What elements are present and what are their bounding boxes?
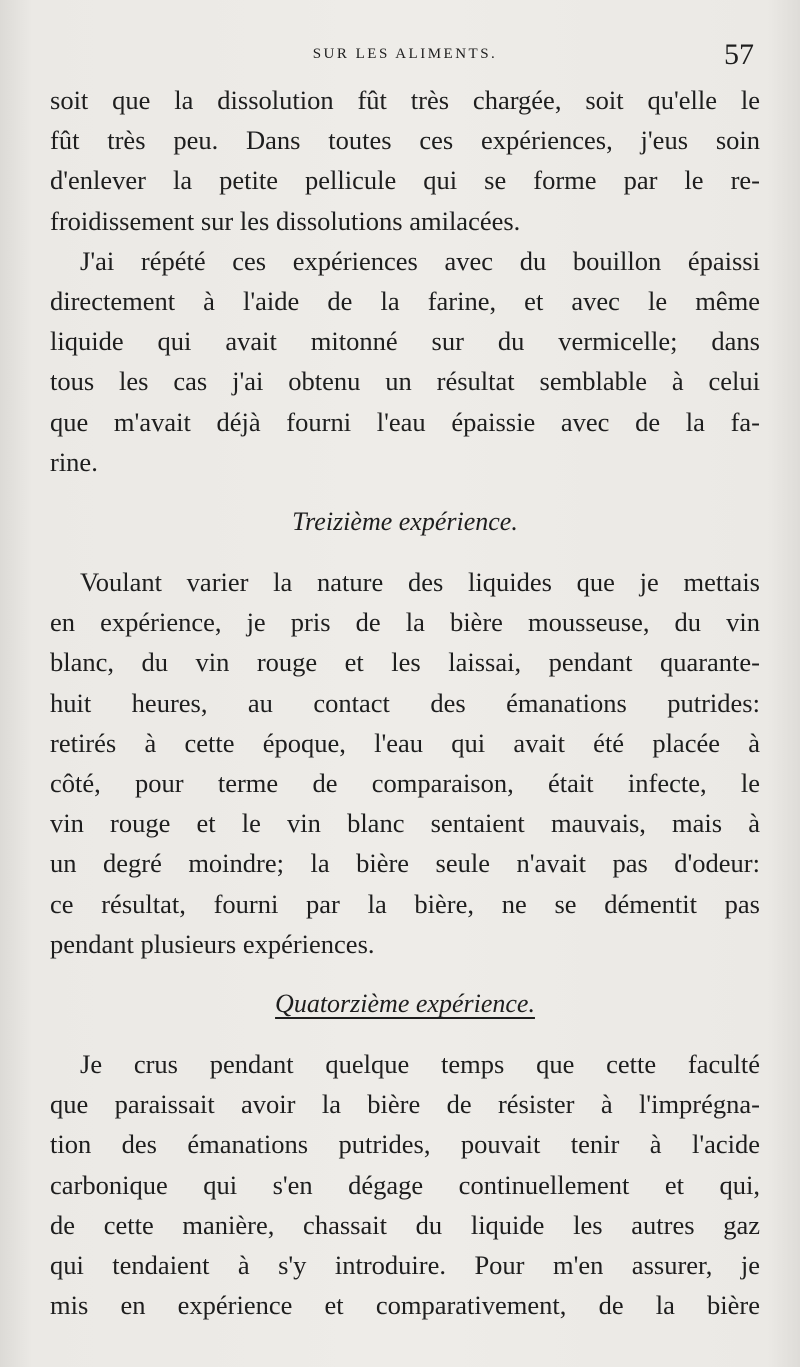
text-line: qui tendaient à s'y introduire. Pour m'en assurer, je	[50, 1250, 760, 1281]
text-line: que m'avait déjà fourni l'eau épaissie avec de la fa-	[50, 406, 760, 437]
section-heading-quatorzieme: Quatorzième expérience.	[275, 989, 535, 1019]
text-line: ce résultat, fourni par la bière, ne se démentit pas	[50, 888, 760, 919]
text-line: mis en expérience et comparativement, de la bière	[50, 1290, 760, 1321]
text-line: d'enlever la petite pellicule qui se forme par le re-	[50, 165, 760, 196]
text-line: côté, pour terme de comparaison, était infecte, le	[50, 768, 760, 799]
text-line: froidissement sur les dissolutions amilacées.	[50, 205, 521, 236]
text-line: tion des émanations putrides, pouvait tenir à l'acide	[50, 1129, 760, 1160]
page-number: 57	[724, 38, 754, 71]
text-line: pendant plusieurs expériences.	[50, 928, 375, 959]
text-line: que paraissait avoir la bière de résister à l'imprégna-	[50, 1089, 760, 1120]
text-line: blanc, du vin rouge et les laissai, pendant quarante-	[50, 647, 760, 678]
text-line: rine.	[50, 446, 98, 477]
text-line: directement à l'aide de la farine, et avec le même	[50, 286, 760, 317]
text-line: vin rouge et le vin blanc sentaient mauvais, mais à	[50, 808, 760, 839]
text-line: tous les cas j'ai obtenu un résultat semblable à celui	[50, 366, 760, 397]
text-line: carbonique qui s'en dégage continuellement et qui,	[50, 1169, 760, 1200]
section-heading-treizieme: Treizième expérience.	[292, 507, 518, 537]
text-line: de cette manière, chassait du liquide les autres gaz	[50, 1209, 760, 1240]
paragraph-continuation	[50, 80, 760, 241]
paragraph-quatorzieme	[50, 1044, 760, 1325]
text-line: fût très peu. Dans toutes ces expériences, j'eus soin	[50, 125, 760, 156]
text-line: Je crus pendant quelque temps que cette faculté	[80, 1049, 760, 1080]
text-line: J'ai répété ces expériences avec du bouillon épaissi	[80, 245, 760, 276]
running-head	[50, 40, 760, 80]
text-line: huit heures, au contact des émanations putrides:	[50, 687, 760, 718]
paragraph-bouillon	[50, 241, 760, 482]
running-head-title: SUR LES ALIMENTS.	[312, 46, 498, 62]
text-line: liquide qui avait mitonné sur du vermicelle; dans	[50, 326, 760, 357]
text-line: en expérience, je pris de la bière mousseuse, du vin	[50, 607, 760, 638]
paragraph-treizieme	[50, 562, 760, 964]
text-line: Voulant varier la nature des liquides que je mettais	[80, 567, 760, 598]
text-line: un degré moindre; la bière seule n'avait pas d'odeur:	[50, 848, 760, 879]
text-line: soit que la dissolution fût très chargée, soit qu'elle le	[50, 85, 760, 115]
text-line: retirés à cette époque, l'eau qui avait été placée à	[50, 727, 760, 758]
